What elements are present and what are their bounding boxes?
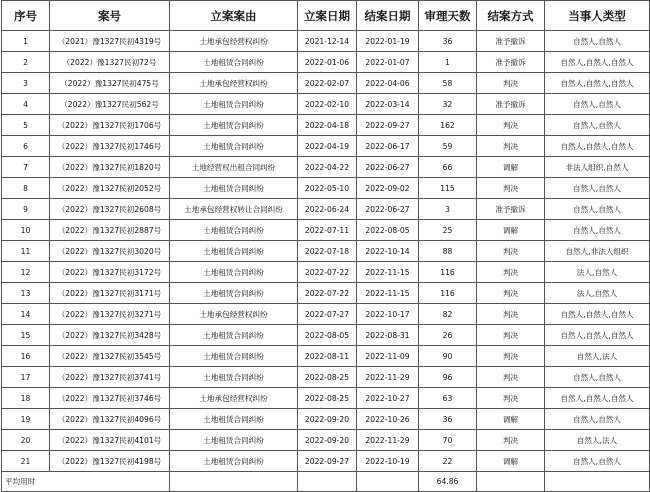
cell-closing-date: 2022-03-14 — [357, 94, 419, 115]
cell-case-cause: 土地租赁合同纠纷 — [170, 241, 298, 262]
cell-index: 20 — [2, 430, 50, 451]
cell-closing-date: 2022-04-06 — [357, 73, 419, 94]
cell-trial-days: 1 — [419, 52, 477, 73]
cell-closing-date: 2022-11-29 — [357, 430, 419, 451]
table-row — [2, 325, 650, 346]
cell-case-number: （2022）豫1327民初3428号 — [50, 325, 170, 346]
cell-case-cause: 土地承包经营权纠纷 — [170, 31, 298, 52]
cell-trial-days: 58 — [419, 73, 477, 94]
cell-closing-date: 2022-10-19 — [357, 451, 419, 472]
average-label: 平均用时 — [2, 472, 170, 492]
cell-closing-date: 2022-01-19 — [357, 31, 419, 52]
cell-party-type: 自然人,自然人,自然人 — [545, 304, 650, 325]
case-table — [1, 0, 650, 492]
cell-closing-date: 2022-08-05 — [357, 220, 419, 241]
cell-party-type: 自然人,自然人 — [545, 220, 650, 241]
cell-filing-date: 2022-07-11 — [298, 220, 357, 241]
column-header-closing-method: 结案方式 — [477, 1, 545, 31]
cell-closing-method: 准予撤诉 — [477, 94, 545, 115]
cell-trial-days: 25 — [419, 220, 477, 241]
cell-case-cause: 土地租赁合同纠纷 — [170, 325, 298, 346]
cell-closing-date: 2022-11-29 — [357, 367, 419, 388]
cell-trial-days: 116 — [419, 262, 477, 283]
cell-party-type: 自然人,自然人,自然人 — [545, 325, 650, 346]
cell-trial-days: 88 — [419, 241, 477, 262]
cell-trial-days: 32 — [419, 94, 477, 115]
cell-filing-date: 2021-12-14 — [298, 31, 357, 52]
column-header-trial-days: 审理天数 — [419, 1, 477, 31]
cell-filing-date: 2022-05-10 — [298, 178, 357, 199]
cell-index: 19 — [2, 409, 50, 430]
cell-closing-date: 2022-10-27 — [357, 388, 419, 409]
cell-closing-date: 2022-11-15 — [357, 262, 419, 283]
cell-trial-days: 36 — [419, 409, 477, 430]
average-empty-cell — [357, 472, 419, 492]
cell-case-cause: 土地租赁合同纠纷 — [170, 346, 298, 367]
cell-closing-date: 2022-10-17 — [357, 304, 419, 325]
cell-case-number: （2022）豫1327民初3171号 — [50, 283, 170, 304]
average-empty-cell — [545, 472, 650, 492]
cell-filing-date: 2022-02-10 — [298, 94, 357, 115]
cell-case-number: （2022）豫1327民初3746号 — [50, 388, 170, 409]
cell-closing-date: 2022-06-27 — [357, 199, 419, 220]
cell-closing-method: 判决 — [477, 346, 545, 367]
cell-case-cause: 土地租赁合同纠纷 — [170, 283, 298, 304]
cell-case-number: （2022）豫1327民初3172号 — [50, 262, 170, 283]
cell-case-number: （2022）豫1327民初1820号 — [50, 157, 170, 178]
cell-index: 5 — [2, 115, 50, 136]
cell-trial-days: 36 — [419, 31, 477, 52]
cell-case-number: （2022）豫1327民初475号 — [50, 73, 170, 94]
cell-filing-date: 2022-07-22 — [298, 262, 357, 283]
cell-index: 18 — [2, 388, 50, 409]
cell-party-type: 自然人,法人 — [545, 430, 650, 451]
cell-case-number: （2022）豫1327民初2052号 — [50, 178, 170, 199]
cell-closing-method: 判决 — [477, 136, 545, 157]
average-empty-cell — [170, 472, 298, 492]
cell-case-cause: 土地租赁合同纠纷 — [170, 367, 298, 388]
cell-index: 13 — [2, 283, 50, 304]
cell-party-type: 自然人,自然人 — [545, 367, 650, 388]
cell-party-type: 自然人,自然人 — [545, 94, 650, 115]
cell-closing-date: 2022-11-09 — [357, 346, 419, 367]
cell-closing-method: 准予撤诉 — [477, 31, 545, 52]
cell-party-type: 自然人,自然人,自然人 — [545, 52, 650, 73]
column-header-closing-date: 结案日期 — [357, 1, 419, 31]
cell-case-number: （2022）豫1327民初4096号 — [50, 409, 170, 430]
column-header-filing-date: 立案日期 — [298, 1, 357, 31]
cell-closing-method: 判决 — [477, 73, 545, 94]
table-row — [2, 73, 650, 94]
cell-closing-method: 准予撤诉 — [477, 52, 545, 73]
average-row — [2, 472, 650, 492]
cell-filing-date: 2022-01-06 — [298, 52, 357, 73]
cell-case-number: （2022）豫1327民初1746号 — [50, 136, 170, 157]
table-row — [2, 283, 650, 304]
column-header-party-type: 当事人类型 — [545, 1, 650, 31]
cell-filing-date: 2022-07-27 — [298, 304, 357, 325]
table-row — [2, 241, 650, 262]
cell-closing-date: 2022-06-27 — [357, 157, 419, 178]
cell-case-cause: 土地租赁合同纠纷 — [170, 430, 298, 451]
table-row — [2, 409, 650, 430]
column-header-case-number: 案号 — [50, 1, 170, 31]
cell-closing-method: 调解 — [477, 157, 545, 178]
cell-party-type: 自然人,自然人,自然人 — [545, 73, 650, 94]
cell-case-number: （2022）豫1327民初4101号 — [50, 430, 170, 451]
cell-trial-days: 63 — [419, 388, 477, 409]
cell-filing-date: 2022-06-24 — [298, 199, 357, 220]
cell-party-type: 自然人,非法人组织 — [545, 241, 650, 262]
table-row — [2, 220, 650, 241]
cell-trial-days: 26 — [419, 325, 477, 346]
cell-closing-date: 2022-01-07 — [357, 52, 419, 73]
cell-index: 8 — [2, 178, 50, 199]
table-row — [2, 262, 650, 283]
cell-case-cause: 土地租赁合同纠纷 — [170, 115, 298, 136]
cell-case-number: （2022）豫1327民初2887号 — [50, 220, 170, 241]
cell-closing-method: 调解 — [477, 409, 545, 430]
cell-closing-method: 准予撤诉 — [477, 199, 545, 220]
cell-filing-date: 2022-08-25 — [298, 388, 357, 409]
cell-case-cause: 土地租赁合同纠纷 — [170, 220, 298, 241]
cell-case-number: （2022）豫1327民初4198号 — [50, 451, 170, 472]
cell-party-type: 法人,自然人 — [545, 262, 650, 283]
cell-trial-days: 66 — [419, 157, 477, 178]
cell-index: 12 — [2, 262, 50, 283]
cell-index: 17 — [2, 367, 50, 388]
cell-index: 10 — [2, 220, 50, 241]
cell-party-type: 非法人组织,自然人 — [545, 157, 650, 178]
cell-case-cause: 土地租赁合同纠纷 — [170, 94, 298, 115]
column-header-index: 序号 — [2, 1, 50, 31]
cell-case-number: （2022）豫1327民初3020号 — [50, 241, 170, 262]
cell-case-cause: 土地承包经营权转让合同纠纷 — [170, 199, 298, 220]
cell-filing-date: 2022-08-05 — [298, 325, 357, 346]
table-row — [2, 367, 650, 388]
cell-trial-days: 90 — [419, 346, 477, 367]
table-body — [2, 31, 650, 472]
cell-filing-date: 2022-04-19 — [298, 136, 357, 157]
cell-closing-method: 判决 — [477, 388, 545, 409]
cell-closing-method: 判决 — [477, 115, 545, 136]
cell-trial-days: 115 — [419, 178, 477, 199]
cell-party-type: 自然人,自然人 — [545, 409, 650, 430]
cell-index: 14 — [2, 304, 50, 325]
cell-filing-date: 2022-04-18 — [298, 115, 357, 136]
cell-case-number: （2021）豫1327民初4319号 — [50, 31, 170, 52]
cell-closing-method: 判决 — [477, 178, 545, 199]
cell-closing-method: 判决 — [477, 430, 545, 451]
table-row — [2, 451, 650, 472]
cell-filing-date: 2022-09-20 — [298, 409, 357, 430]
cell-closing-date: 2022-11-15 — [357, 283, 419, 304]
cell-index: 16 — [2, 346, 50, 367]
cell-filing-date: 2022-09-20 — [298, 430, 357, 451]
cell-case-cause: 土地承包经营权纠纷 — [170, 388, 298, 409]
cell-closing-method: 判决 — [477, 262, 545, 283]
cell-trial-days: 70 — [419, 430, 477, 451]
table-row — [2, 136, 650, 157]
table-row — [2, 178, 650, 199]
cell-trial-days: 116 — [419, 283, 477, 304]
cell-party-type: 自然人,自然人 — [545, 199, 650, 220]
cell-case-cause: 土地租赁合同纠纷 — [170, 178, 298, 199]
cell-index: 15 — [2, 325, 50, 346]
cell-index: 6 — [2, 136, 50, 157]
average-empty-cell — [298, 472, 357, 492]
cell-party-type: 自然人,自然人 — [545, 115, 650, 136]
cell-closing-date: 2022-10-26 — [357, 409, 419, 430]
average-days-value: 64.86 — [419, 472, 477, 492]
table-header-row — [2, 1, 650, 31]
cell-closing-method: 判决 — [477, 283, 545, 304]
cell-closing-date: 2022-09-27 — [357, 115, 419, 136]
cell-case-cause: 土地租赁合同纠纷 — [170, 52, 298, 73]
cell-index: 1 — [2, 31, 50, 52]
cell-party-type: 自然人,自然人 — [545, 178, 650, 199]
cell-case-cause: 土地租赁合同纠纷 — [170, 409, 298, 430]
cell-index: 21 — [2, 451, 50, 472]
cell-case-number: （2022）豫1327民初3741号 — [50, 367, 170, 388]
cell-case-number: （2022）豫1327民初72号 — [50, 52, 170, 73]
cell-case-cause: 土地经营权出租合同纠纷 — [170, 157, 298, 178]
cell-party-type: 自然人,法人 — [545, 346, 650, 367]
cell-index: 11 — [2, 241, 50, 262]
cell-closing-method: 判决 — [477, 304, 545, 325]
cell-closing-method: 判决 — [477, 241, 545, 262]
cell-case-number: （2022）豫1327民初3271号 — [50, 304, 170, 325]
table-row — [2, 388, 650, 409]
cell-closing-date: 2022-08-31 — [357, 325, 419, 346]
table-row — [2, 115, 650, 136]
cell-case-number: （2022）豫1327民初3545号 — [50, 346, 170, 367]
cell-trial-days: 59 — [419, 136, 477, 157]
cell-case-cause: 土地承包经营权纠纷 — [170, 73, 298, 94]
cell-closing-method: 判决 — [477, 367, 545, 388]
cell-party-type: 自然人,自然人 — [545, 31, 650, 52]
cell-party-type: 自然人,自然人 — [545, 451, 650, 472]
cell-filing-date: 2022-08-25 — [298, 367, 357, 388]
cell-case-cause: 土地承包经营权纠纷 — [170, 304, 298, 325]
cell-closing-date: 2022-09-02 — [357, 178, 419, 199]
cell-closing-method: 调解 — [477, 220, 545, 241]
cell-filing-date: 2022-07-22 — [298, 283, 357, 304]
cell-case-number: （2022）豫1327民初2608号 — [50, 199, 170, 220]
cell-index: 2 — [2, 52, 50, 73]
cell-trial-days: 162 — [419, 115, 477, 136]
cell-party-type: 法人,自然人 — [545, 283, 650, 304]
cell-index: 3 — [2, 73, 50, 94]
cell-trial-days: 96 — [419, 367, 477, 388]
cell-closing-date: 2022-10-14 — [357, 241, 419, 262]
table-row — [2, 304, 650, 325]
average-empty-cell — [477, 472, 545, 492]
cell-closing-method: 判决 — [477, 325, 545, 346]
cell-trial-days: 82 — [419, 304, 477, 325]
cell-filing-date: 2022-02-07 — [298, 73, 357, 94]
cell-case-cause: 土地租赁合同纠纷 — [170, 262, 298, 283]
table-row — [2, 52, 650, 73]
cell-trial-days: 22 — [419, 451, 477, 472]
cell-closing-date: 2022-06-17 — [357, 136, 419, 157]
cell-closing-method: 调解 — [477, 451, 545, 472]
cell-party-type: 自然人,自然人,自然人 — [545, 388, 650, 409]
table-row — [2, 346, 650, 367]
cell-filing-date: 2022-07-18 — [298, 241, 357, 262]
cell-index: 9 — [2, 199, 50, 220]
cell-index: 4 — [2, 94, 50, 115]
cell-party-type: 自然人,自然人,自然人 — [545, 136, 650, 157]
cell-trial-days: 3 — [419, 199, 477, 220]
cell-case-cause: 土地租赁合同纠纷 — [170, 136, 298, 157]
cell-case-number: （2022）豫1327民初562号 — [50, 94, 170, 115]
cell-case-cause: 土地租赁合同纠纷 — [170, 451, 298, 472]
cell-filing-date: 2022-04-22 — [298, 157, 357, 178]
table-row — [2, 94, 650, 115]
cell-filing-date: 2022-08-11 — [298, 346, 357, 367]
table-row — [2, 31, 650, 52]
cell-index: 7 — [2, 157, 50, 178]
cell-case-number: （2022）豫1327民初1706号 — [50, 115, 170, 136]
cell-filing-date: 2022-09-27 — [298, 451, 357, 472]
table-row — [2, 199, 650, 220]
column-header-case-cause: 立案案由 — [170, 1, 298, 31]
table-row — [2, 157, 650, 178]
table-row — [2, 430, 650, 451]
